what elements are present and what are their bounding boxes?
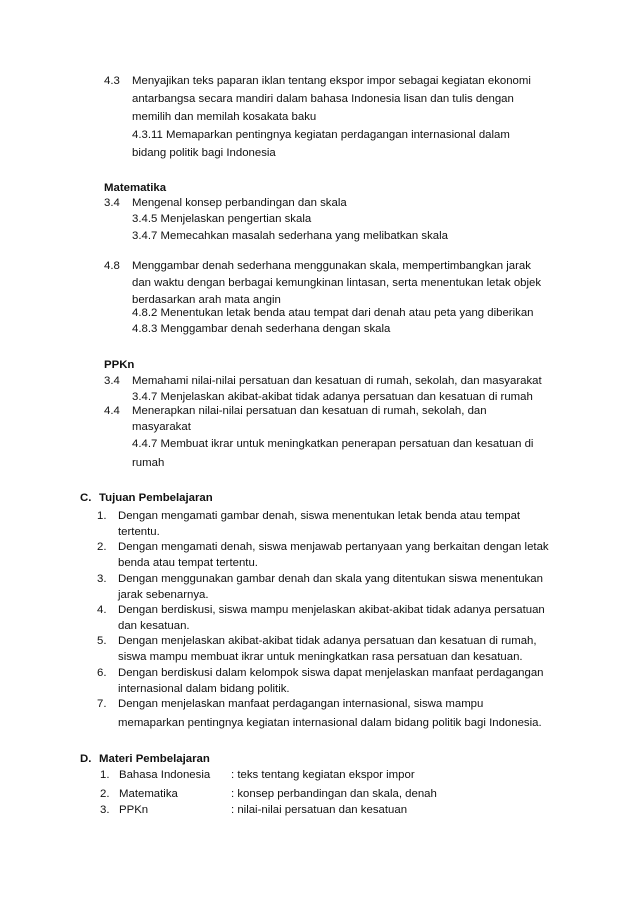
list-item: Dengan mengamati gambar denah, siswa menentukan letak benda atau tempat	[118, 510, 521, 522]
list-item: Dengan menjelaskan manfaat perdagangan internasional, siswa mampu	[118, 698, 484, 710]
indicator-text: 3.4.7 Menjelaskan akibat-akibat tidak adanya persatuan dan kesatuan di rumah	[132, 391, 533, 403]
competency-text: masyarakat	[132, 421, 191, 433]
competency-text: antarbangsa secara mandiri dalam bahasa Indonesia lisan dan tulis dengan	[132, 93, 514, 105]
competency-text: Menggambar denah sederhana menggunakan skala, mempertimbangkan jarak	[132, 260, 531, 272]
list-number: 3.	[97, 573, 107, 585]
section-letter: D.	[80, 753, 92, 765]
list-item: internasional dalam bidang politik.	[118, 683, 290, 695]
list-number: 3.	[100, 804, 110, 816]
competency-number: 4.4	[104, 405, 120, 417]
section-heading-tujuan: Tujuan Pembelajaran	[99, 492, 213, 504]
indicator-text: 3.4.5 Menjelaskan pengertian skala	[132, 213, 312, 225]
list-item: Dengan berdiskusi dalam kelompok siswa dapat menjelaskan manfaat perdagangan	[118, 667, 544, 679]
list-number: 2.	[100, 788, 110, 800]
competency-text: Menerapkan nilai-nilai persatuan dan kesatuan di rumah, sekolah, dan	[132, 405, 487, 417]
competency-text: berdasarkan arah mata angin	[132, 294, 281, 306]
competency-number: 4.8	[104, 260, 120, 272]
competency-text: memilih dan memilah kosakata baku	[132, 111, 317, 123]
list-number: 7.	[97, 698, 107, 710]
list-item: tertentu.	[118, 526, 160, 538]
materi-description: : nilai-nilai persatuan dan kesatuan	[231, 804, 408, 816]
indicator-text: 4.8.2 Menentukan letak benda atau tempat dari denah atau peta yang diberikan	[132, 307, 534, 319]
list-item: Dengan menjelaskan akibat-akibat tidak adanya persatuan dan kesatuan di rumah,	[118, 635, 537, 647]
list-item: Dengan menggunakan gambar denah dan skala yang ditentukan siswa menentukan	[118, 573, 543, 585]
list-number: 5.	[97, 635, 107, 647]
indicator-text: rumah	[132, 457, 165, 469]
list-number: 2.	[97, 541, 107, 553]
materi-description: : teks tentang kegiatan ekspor impor	[231, 769, 415, 781]
competency-number: 3.4	[104, 197, 120, 209]
section-letter: C.	[80, 492, 92, 504]
competency-text: dan waktu dengan berbagai kemungkinan lintasan, serta menentukan letak objek	[132, 277, 542, 289]
list-item: jarak sebenarnya.	[118, 589, 209, 601]
materi-subject: Bahasa Indonesia	[119, 769, 211, 781]
materi-subject: PPKn	[119, 804, 149, 816]
section-heading-materi: Materi Pembelajaran	[99, 753, 210, 765]
list-item: dan kesatuan.	[118, 620, 190, 632]
subject-heading-matematika: Matematika	[104, 182, 167, 194]
indicator-text: 4.8.3 Menggambar denah sederhana dengan skala	[132, 323, 391, 335]
competency-number: 3.4	[104, 375, 120, 387]
list-item: memaparkan pentingnya kegiatan internasional dalam bidang politik bagi Indonesia.	[118, 717, 542, 729]
list-item: Dengan berdiskusi, siswa mampu menjelaskan akibat-akibat tidak adanya persatuan	[118, 604, 545, 616]
competency-text: Mengenal konsep perbandingan dan skala	[132, 197, 347, 209]
subject-heading-ppkn: PPKn	[104, 359, 135, 371]
competency-number: 4.3	[104, 75, 120, 87]
competency-text: Menyajikan teks paparan iklan tentang ekspor impor sebagai kegiatan ekonomi	[132, 75, 531, 87]
list-item: Dengan mengamati denah, siswa menjawab pertanyaan yang berkaitan dengan letak	[118, 541, 549, 553]
indicator-text: 4.3.11 Memaparkan pentingnya kegiatan perdagangan internasional dalam	[132, 129, 510, 141]
list-item: benda atau tempat tertentu.	[118, 557, 258, 569]
indicator-text: bidang politik bagi Indonesia	[132, 147, 276, 159]
materi-subject: Matematika	[119, 788, 178, 800]
indicator-text: 3.4.7 Memecahkan masalah sederhana yang melibatkan skala	[132, 230, 448, 242]
list-item: siswa mampu membuat ikrar untuk meningkatkan rasa persatuan dan kesatuan.	[118, 651, 523, 663]
list-number: 4.	[97, 604, 107, 616]
indicator-text: 4.4.7 Membuat ikrar untuk meningkatkan penerapan persatuan dan kesatuan di	[132, 438, 534, 450]
list-number: 1.	[100, 769, 110, 781]
list-number: 6.	[97, 667, 107, 679]
list-number: 1.	[97, 510, 107, 522]
materi-description: : konsep perbandingan dan skala, denah	[231, 788, 437, 800]
competency-text: Memahami nilai-nilai persatuan dan kesatuan di rumah, sekolah, dan masyarakat	[132, 375, 542, 387]
